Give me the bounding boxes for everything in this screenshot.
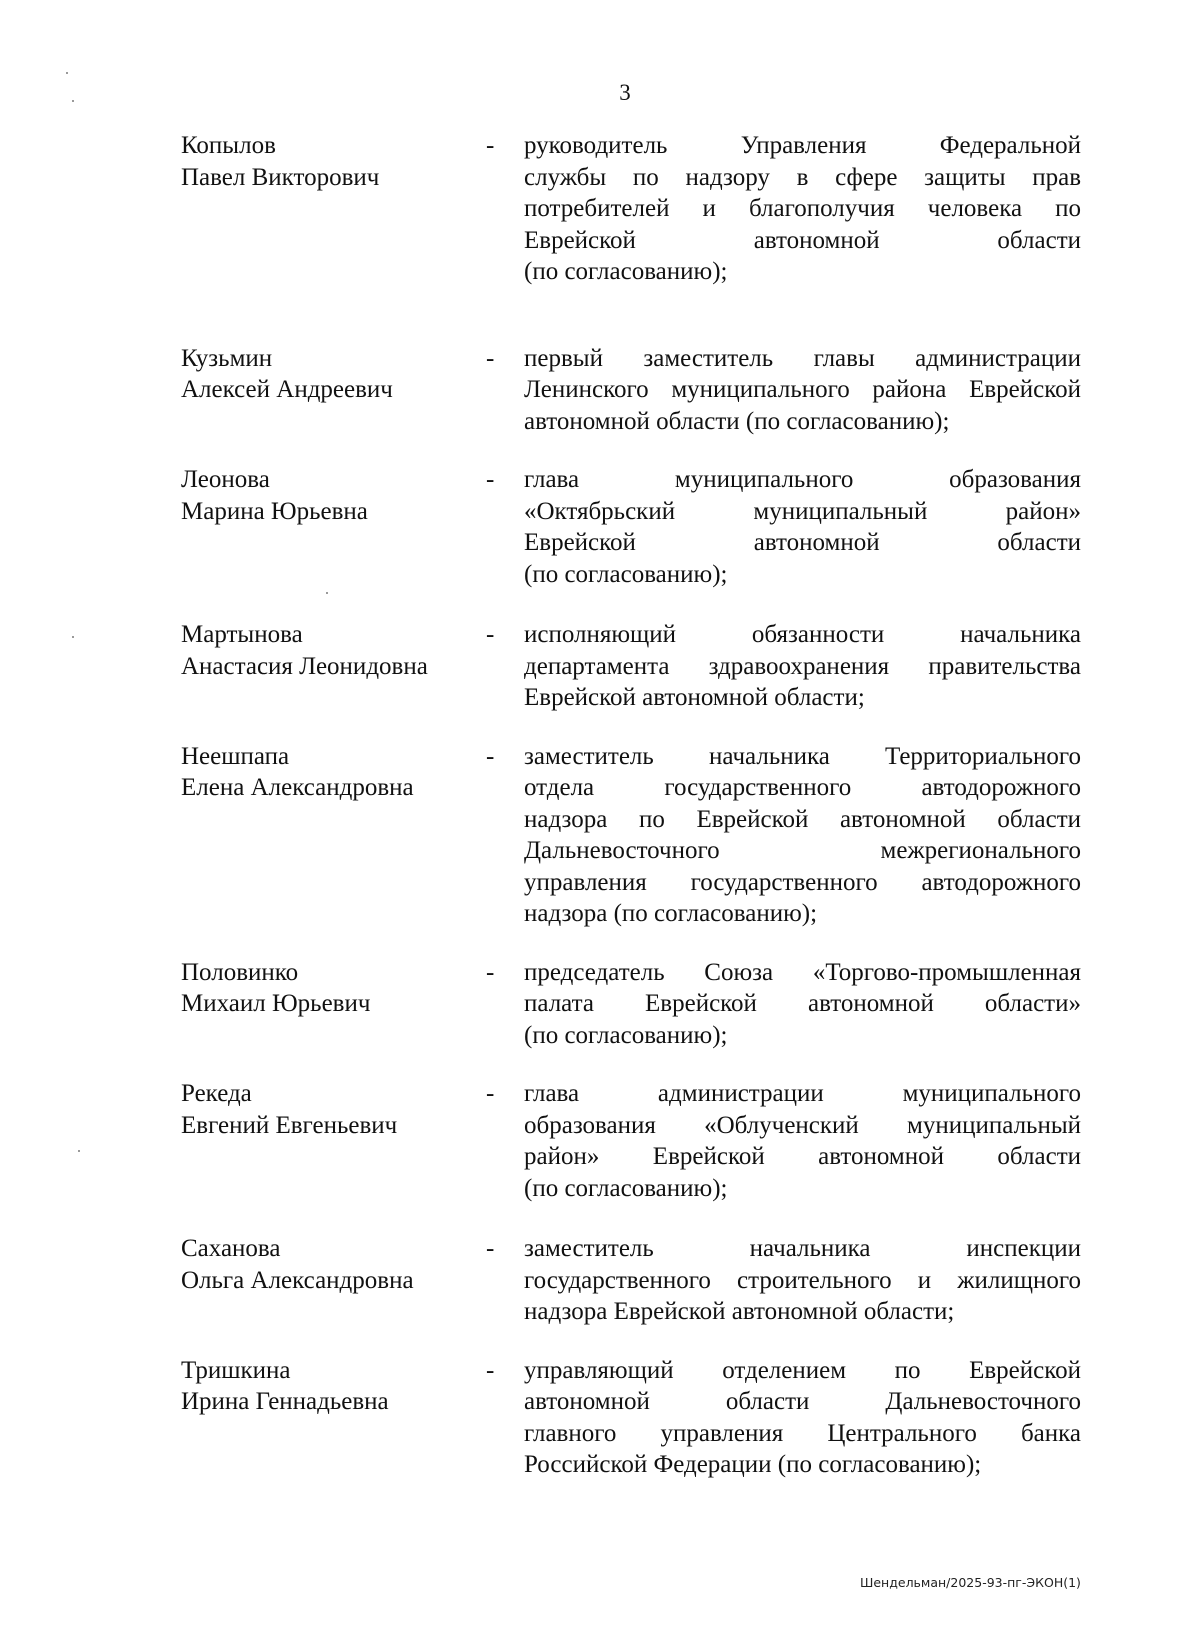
member-given-names: Анастасия Леонидовна <box>181 652 428 680</box>
position-line: Еврейской автономной области <box>524 226 1081 254</box>
position-line: глава муниципального образования <box>524 466 1081 493</box>
position-line: надзора (по согласованию); <box>524 900 818 927</box>
member-entry <box>181 1233 1081 1328</box>
position-line: исполняющий обязанности начальника <box>524 621 1081 648</box>
position-line: Дальневосточного межрегионального <box>524 837 1081 864</box>
position-line: глава администрации муниципального <box>524 1080 1081 1107</box>
member-position <box>524 1355 1081 1481</box>
scan-artifact <box>66 72 68 74</box>
member-position <box>524 741 1081 930</box>
member-dash: - <box>486 1080 495 1107</box>
position-line: заместитель начальника инспекции <box>524 1235 1081 1262</box>
position-line: (по согласованию); <box>524 560 728 588</box>
member-position <box>524 1233 1081 1328</box>
position-line: главного управления Центрального банка <box>524 1419 1081 1447</box>
page-number: 3 <box>619 80 631 105</box>
scan-artifact <box>326 592 328 594</box>
position-line: заместитель начальника Территориального <box>524 742 1081 770</box>
member-surname: Тришкина <box>181 1356 291 1384</box>
position-line: государственного строительного и жилищного <box>524 1266 1081 1294</box>
member-entry <box>181 957 1081 1052</box>
member-dash: - <box>486 621 495 648</box>
member-surname: Копылов <box>181 132 276 159</box>
member-position <box>524 343 1081 438</box>
position-line: управления государственного автодорожного <box>524 868 1081 896</box>
member-given-names: Павел Викторович <box>181 163 380 191</box>
member-surname: Рекеда <box>181 1080 252 1107</box>
member-given-names: Алексей Андреевич <box>181 376 393 403</box>
member-dash: - <box>486 742 495 770</box>
position-line: образования «Облученский муниципальный <box>524 1111 1081 1139</box>
position-line: Еврейской автономной области <box>524 529 1081 556</box>
member-entry <box>181 343 1081 438</box>
member-surname: Мартынова <box>181 621 303 648</box>
position-line: потребителей и благополучия человека по <box>524 195 1081 222</box>
member-dash: - <box>486 132 495 159</box>
position-line: управляющий отделением по Еврейской <box>524 1356 1081 1384</box>
document-code: Шендельман/2025-93-пг-ЭКОН(1) <box>860 1575 1081 1590</box>
position-line: надзора Еврейской автономной области; <box>524 1298 955 1325</box>
member-position <box>524 464 1081 590</box>
member-name <box>181 130 486 288</box>
scan-artifact <box>72 100 74 102</box>
position-line: надзора по Еврейской автономной области <box>524 805 1081 833</box>
member-list <box>181 130 1081 1481</box>
member-name <box>181 1355 486 1481</box>
member-surname: Неешпапа <box>181 742 290 770</box>
position-line: район» Еврейской автономной области <box>524 1143 1081 1170</box>
position-line: Ленинского муниципального района Еврейской <box>524 376 1081 403</box>
position-line: палата Еврейской автономной области» <box>524 990 1081 1017</box>
member-surname: Саханова <box>181 1235 281 1262</box>
member-entry <box>181 741 1081 930</box>
position-line: автономной области Дальневосточного <box>524 1388 1081 1415</box>
member-entry <box>181 130 1081 288</box>
member-entry <box>181 1078 1081 1204</box>
position-line: автономной области (по согласованию); <box>524 407 950 435</box>
position-line: (по согласованию); <box>524 1021 728 1049</box>
position-line: службы по надзору в сфере защиты прав <box>524 163 1081 191</box>
member-position <box>524 130 1081 288</box>
member-name <box>181 464 486 590</box>
position-line: руководитель Управления Федеральной <box>524 132 1081 159</box>
member-dash: - <box>486 466 495 493</box>
member-given-names: Марина Юрьевна <box>181 497 368 525</box>
position-line: Еврейской автономной области; <box>524 684 865 711</box>
member-dash: - <box>486 1356 495 1384</box>
position-line: «Октябрьский муниципальный район» <box>524 497 1081 525</box>
member-given-names: Михаил Юрьевич <box>181 990 371 1017</box>
position-line: (по согласованию); <box>524 1174 728 1202</box>
member-name <box>181 343 486 438</box>
member-dash: - <box>486 1235 495 1262</box>
scan-artifact <box>72 636 74 638</box>
member-given-names: Ольга Александровна <box>181 1266 414 1294</box>
position-line: председатель Союза «Торгово-промышленная <box>524 958 1081 986</box>
member-dash: - <box>486 344 495 372</box>
member-given-names: Ирина Геннадьевна <box>181 1388 389 1415</box>
member-surname: Кузьмин <box>181 344 273 372</box>
member-position <box>524 619 1081 714</box>
position-line: (по согласованию); <box>524 258 728 285</box>
position-line: Российской Федерации (по согласованию); <box>524 1451 982 1478</box>
member-name <box>181 619 486 714</box>
member-position <box>524 1078 1081 1204</box>
member-name <box>181 741 486 930</box>
member-surname: Половинко <box>181 958 299 986</box>
scan-artifact <box>78 1150 80 1152</box>
member-name <box>181 1078 486 1204</box>
member-dash: - <box>486 958 495 986</box>
position-line: первый заместитель главы администрации <box>524 344 1081 372</box>
member-name <box>181 1233 486 1328</box>
position-line: отдела государственного автодорожного <box>524 774 1081 801</box>
member-entry <box>181 464 1081 590</box>
member-entry <box>181 619 1081 714</box>
member-given-names: Елена Александровна <box>181 774 414 801</box>
member-surname: Леонова <box>181 466 270 493</box>
member-given-names: Евгений Евгеньевич <box>181 1111 398 1139</box>
member-position <box>524 957 1081 1052</box>
position-line: департамента здравоохранения правительства <box>524 652 1081 680</box>
member-name <box>181 957 486 1052</box>
member-entry <box>181 1355 1081 1481</box>
